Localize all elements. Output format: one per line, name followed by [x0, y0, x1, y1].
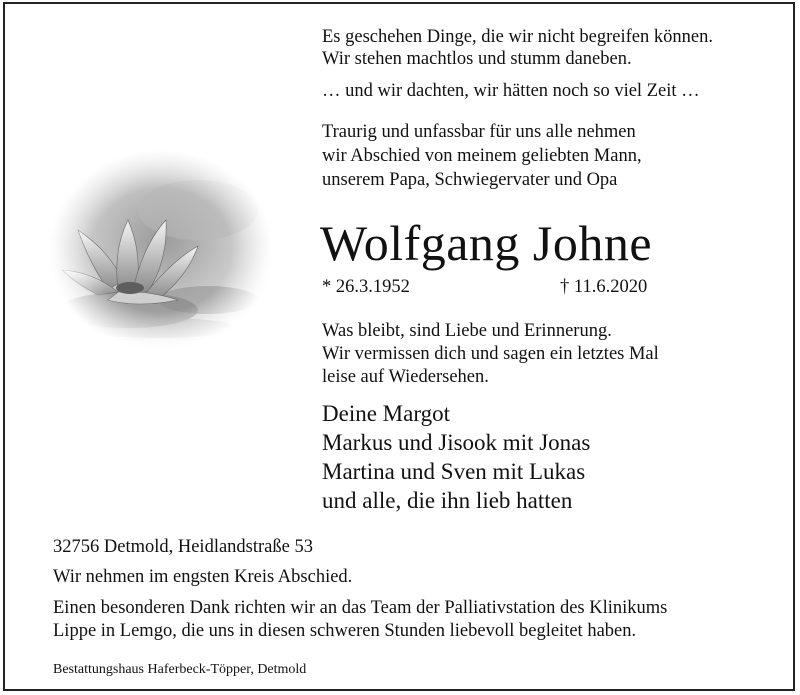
birth-date: * 26.3.1952 [322, 277, 410, 297]
announcement-line: Traurig und unfassbar für uns alle nehmen [322, 122, 636, 142]
undertaker-credit: Bestattungshaus Haferbeck-Töpper, Detmold [53, 662, 307, 677]
family-line: Martina und Sven mit Lukas [322, 459, 586, 484]
family-line: und alle, die ihn lieb hatten [322, 488, 573, 513]
announcement-line: unserem Papa, Schwiegervater und Opa [322, 170, 618, 190]
quote-line: Was bleibt, sind Liebe und Erinnerung. [322, 321, 612, 341]
thanks-line: Lippe in Lemgo, die uns in diesen schweren Stunden liebevoll begleitet haben. [53, 621, 637, 641]
family-signatures [322, 399, 590, 515]
family-line: Markus und Jisook mit Jonas [322, 430, 591, 455]
thanks-line: Einen besonderen Dank richten wir an das Team der Palliativstation des Klinikums [53, 598, 668, 618]
intro-line: Wir stehen machtlos und stumm daneben. [322, 49, 632, 69]
deceased-name: Wolfgang Johne [320, 215, 653, 271]
family-line: Deine Margot [322, 401, 450, 426]
quote-line: leise auf Wiedersehen. [322, 367, 489, 387]
death-date: † 11.6.2020 [560, 277, 648, 297]
family-address: 32756 Detmold, Heidlandstraße 53 [53, 537, 313, 557]
private-farewell-note: Wir nehmen im engsten Kreis Abschied. [53, 567, 353, 587]
memorial-quote [322, 320, 659, 389]
quote-line: Wir vermissen dich und sagen ein letztes Mal [322, 344, 659, 364]
intro-verse [322, 26, 713, 70]
water-lily-image [48, 150, 274, 350]
intro-verse-2 [322, 80, 700, 102]
intro-line: Es geschehen Dinge, die wir nicht begreifen können. [322, 27, 713, 47]
announcement-text [322, 120, 642, 192]
thanks-note [53, 597, 667, 643]
intro-line: … und wir dachten, wir hätten noch so viel Zeit … [322, 81, 700, 101]
announcement-line: wir Abschied von meinem geliebten Mann, [322, 146, 642, 166]
